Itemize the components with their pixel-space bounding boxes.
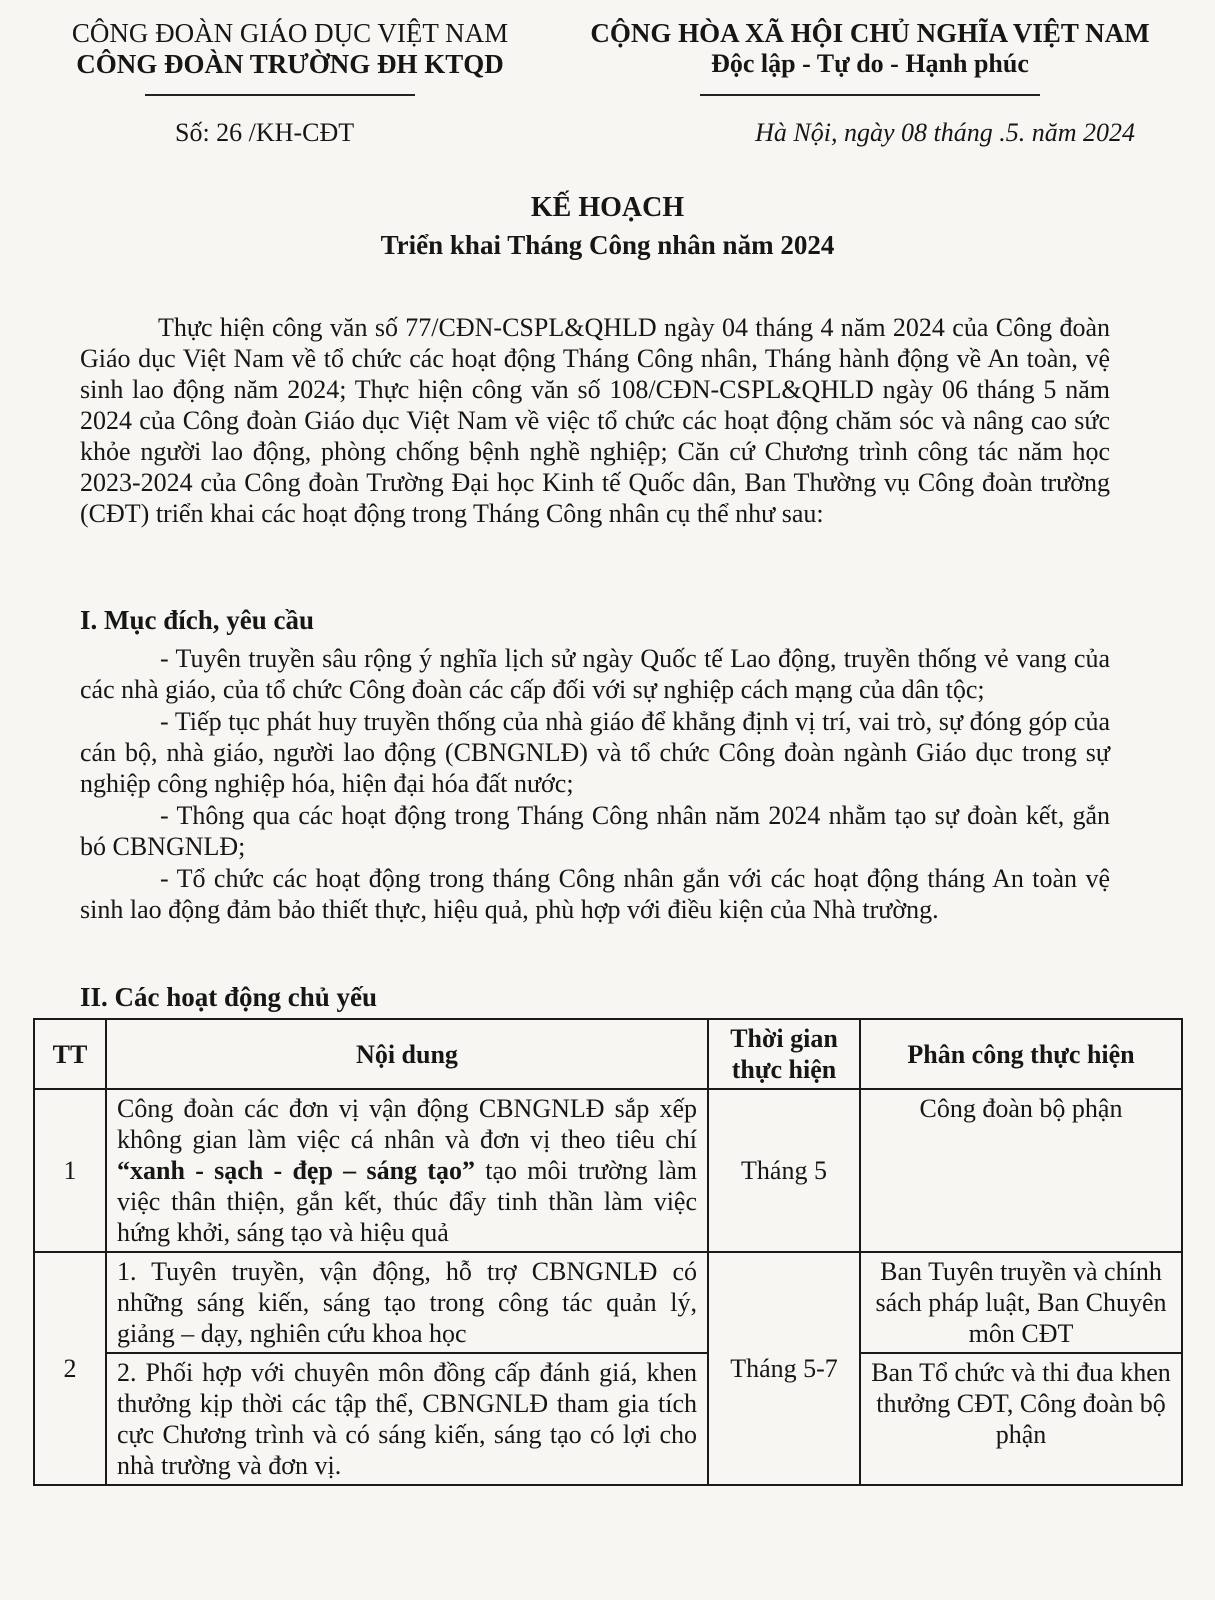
issuing-organization: CÔNG ĐOÀN TRƯỜNG ĐH KTQD	[76, 49, 504, 79]
column-header-content: Nội dung	[106, 1019, 708, 1089]
row-number: 1	[34, 1089, 106, 1252]
column-header-time: Thời gian thực hiện	[708, 1019, 860, 1089]
table-row	[34, 1089, 1182, 1252]
row-assignee: Ban Tuyên truyền và chính sách pháp luật, Ban Chuyên môn CĐT	[860, 1252, 1182, 1353]
national-title-block	[565, 18, 1175, 80]
column-header-assignee: Phân công thực hiện	[860, 1019, 1182, 1089]
content-text: tạo môi trường làm việc thân thiện, gắn kết, thúc đẩy tinh thần làm việc hứng khởi, sáng tạo và hiệu quả	[117, 1156, 698, 1247]
row-time: Tháng 5	[708, 1089, 860, 1252]
divider-right	[700, 94, 1040, 96]
national-title: CỘNG HÒA XÃ HỘI CHỦ NGHĨA VIỆT NAM	[590, 18, 1150, 48]
national-motto: Độc lập - Tự do - Hạnh phúc	[711, 49, 1029, 78]
table-header-row	[34, 1019, 1182, 1089]
table-row	[34, 1252, 1182, 1353]
list-item: - Tiếp tục phát huy truyền thống của nhà giáo để khẳng định vị trí, vai trò, sự đóng góp của cán bộ, nhà giáo, người lao động (CBNGNLĐ) và tổ chức Công đoàn ngành Giáo dục trong sự nghiệp công nghiệp hóa, hiện đại hóa đất nước;	[80, 707, 1110, 798]
row-content: 2. Phối hợp với chuyên môn đồng cấp đánh giá, khen thưởng kịp thời các tập thể, CBNGNLĐ tham gia tích cực Chương trình và có sáng kiến, sáng tạo có lợi cho nhà trường và đơn vị.	[106, 1353, 708, 1485]
list-item: - Tổ chức các hoạt động trong tháng Công nhân gắn với các hoạt động tháng An toàn vệ sinh lao động đảm bảo thiết thực, hiệu quả, phù hợp với điều kiện của Nhà trường.	[80, 864, 1110, 924]
document-number: Số: 26 /KH-CĐT	[175, 118, 355, 147]
intro-paragraph: Thực hiện công văn số 77/CĐN-CSPL&QHLD ngày 04 tháng 4 năm 2024 của Công đoàn Giáo dục Việt Nam về tổ chức các hoạt động Tháng Công nhân, Tháng hành động về An toàn, vệ sinh lao động năm 2024; Thực hiện công văn số 108/CĐN-CSPL&QHLD ngày 06 tháng 5 năm 2024 của Công đoàn Giáo dục Việt Nam về việc tổ chức các hoạt động chăm sóc và nâng cao sức khỏe người lao động, phòng chống bệnh nghề nghiệp; Căn cứ Chương trình công tác năm học 2023-2024 của Công đoàn Trường Đại học Kinh tế Quốc dân, Ban Thường vụ Công đoàn trường (CĐT) triển khai các hoạt động trong Tháng Công nhân cụ thể như sau:	[80, 313, 1110, 528]
column-header-tt: TT	[34, 1019, 106, 1089]
row-number: 2	[34, 1252, 106, 1485]
row-time: Tháng 5-7	[708, 1252, 860, 1485]
row-assignee: Công đoàn bộ phận	[860, 1089, 1182, 1252]
section-heading-activities: II. Các hoạt động chủ yếu	[80, 982, 378, 1012]
divider-left	[145, 94, 415, 96]
purpose-list	[80, 643, 1110, 926]
issuer-block	[40, 18, 540, 80]
document-date: Hà Nội, ngày 08 tháng .5. năm 2024	[755, 118, 1135, 147]
row-content: 1. Tuyên truyền, vận động, hỗ trợ CBNGNLĐ có những sáng kiến, sáng tạo trong công tác quản lý, giảng – dạy, nghiên cứu khoa học	[106, 1252, 708, 1353]
activities-table	[33, 1018, 1183, 1486]
table-row	[34, 1353, 1182, 1485]
content-criteria: “xanh - sạch - đẹp – sáng tạo”	[117, 1156, 475, 1185]
content-text: Công đoàn các đơn vị vận động CBNGNLĐ sắp xếp không gian làm việc cá nhân và đơn vị theo tiêu chí	[117, 1094, 697, 1154]
list-item: - Tuyên truyền sâu rộng ý nghĩa lịch sử ngày Quốc tế Lao động, truyền thống vẻ vang của các nhà giáo, của tổ chức Công đoàn các cấp đối với sự nghiệp cách mạng của dân tộc;	[80, 644, 1110, 704]
row-content	[106, 1089, 708, 1252]
row-assignee: Ban Tổ chức và thi đua khen thưởng CĐT, Công đoàn bộ phận	[860, 1353, 1182, 1485]
section-heading-purpose: I. Mục đích, yêu cầu	[80, 605, 315, 635]
document-subtitle: Triển khai Tháng Công nhân năm 2024	[380, 230, 835, 260]
parent-organization: CÔNG ĐOÀN GIÁO DỤC VIỆT NAM	[71, 18, 509, 48]
list-item: - Thông qua các hoạt động trong Tháng Công nhân năm 2024 nhằm tạo sự đoàn kết, gắn bó CBNGNLĐ;	[80, 801, 1110, 861]
document-title: KẾ HOẠCH	[530, 192, 685, 223]
